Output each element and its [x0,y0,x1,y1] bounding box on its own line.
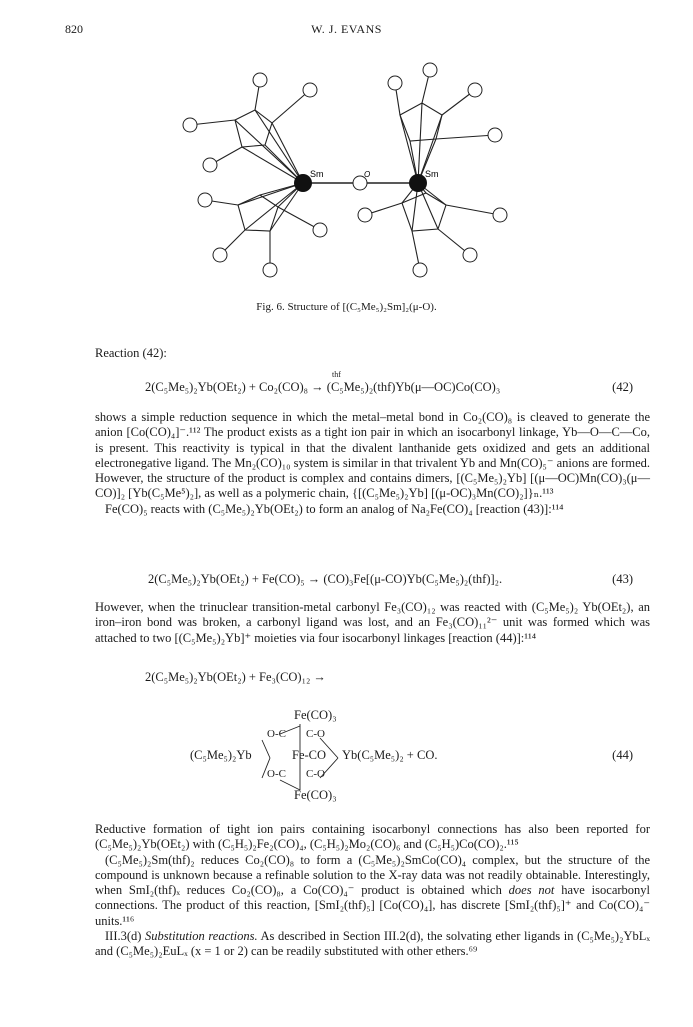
body-text-block-1 [95,410,650,517]
reaction-44-top-fe: Fe(CO)₃ [294,708,337,722]
left-upper-ring [235,110,272,147]
right-lower-ring [402,193,446,231]
reaction-43-equation: 2(C₅Me₅)₂Yb(OEt₂) + Fe(CO)₅ → (CO)₃Fe[(μ-CO)Yb(C₅Me₅)₂(thf)]₂. [148,572,503,586]
reaction-42-arrow-label: thf [332,370,341,379]
running-head-author: W. J. EVANS [311,22,382,36]
body-text-block-2 [95,600,650,646]
reaction-44-lower-left-carbonyl: O-C [267,768,286,780]
reaction-44-right-group: Yb(C₅Me₅)₂ + CO. [342,748,438,762]
paragraph-5-part-b: have isocarbonyl connections. The product of this reaction, [SmI₂(thf)₅] [Co(CO)₄], has discrete [SmI₂(thf)₅]⁺ and Co(CO)₄⁻ units.¹¹⁶ [95,883,650,928]
page-number: 820 [65,22,83,36]
right-sm-label: Sm [425,169,439,179]
paragraph-6-text: As described in Section III.2(d), the solvating ether ligands in (C₅Me₅)₂YbLₓ and (C₅Me₅)₂EuLₓ (x = 1 or 2) can be readily substituted with other ethers.⁶⁹ [95,929,650,959]
section-title: Substitution reactions. [145,929,258,944]
reaction-44-center-fe: Fe-CO [292,748,327,762]
reaction-42-label: Reaction (42): [95,346,167,360]
paragraph-5-part-a: (C₅Me₅)₂Sm(thf)₂ reduces Co₂(CO)₈ to form a (C₅Me₅)₂SmCo(CO)₄ complex, but the structure of the compound is unknown because a refinable solution to the X-ray data was not readily obtainable. Interestingly, when SmI₂(thf)ₓ reduces Co₂(CO)₈, a Co(CO)₄⁻ product is obtained which [95,852,650,898]
paragraph-4: Reductive formation of tight ion pairs containing isocarbonyl connections has also been reported for (C₅Me₅)₂Yb(OEt₂) with (C₅H₅)₂Fe₂(CO)₄, (C₅H₅)₂Mo₂(CO)₆ and (C₅H₅)Co(CO)₂.¹¹⁵ [95,822,650,852]
paragraph-5-emphasis: does not [508,883,555,898]
left-lower-ring [238,195,278,231]
reaction-44-lower-right-carbonyl: C-O [306,768,325,780]
reaction-44-upper-left-carbonyl: O-C [267,728,286,740]
oxygen-label: O [364,170,371,179]
paragraph-3: However, when the trinuclear transition-metal carbonyl Fe₃(CO)₁₂ was reacted with (C₅Me₅)₂ Yb(OEt₂), an iron–iron bond was broken, a carbonyl ligand was lost, and an Fe₃(CO)₁₁²⁻ unit was formed which was attached to two [(C₅Me₅)₂Yb]⁺ moieties via four isocarbonyl linkages [reaction (44)]:¹¹⁴ [95,600,650,645]
left-sm-label: Sm [310,169,324,179]
paragraph-2: Fe(CO)₅ reacts with (C₅Me₅)₂Yb(OEt₂) to form an analog of Na₂Fe(CO)₄ [reaction (43)]:¹¹⁴ [105,501,564,516]
reaction-44-lhs: 2(C₅Me₅)₂Yb(OEt₂) + Fe₃(CO)₁₂ → [145,670,326,684]
reaction-42-number: (42) [612,380,633,394]
figure-caption: Fig. 6. Structure of [(C₅Me₅)₂Sm]₂(μ-O). [256,301,437,313]
paragraph-1: shows a simple reduction sequence in which the metal–metal bond in Co₂(CO)₈ is cleaved to generate the anion [Co(CO)₄]⁻.¹¹² The product exists as a tight ion pair in which an isocarbonyl linkage, Yb—O—C—Co, is present. This reactivity is typical in that the divalent lanthanide gets oxidized and gets an additional electronegative ligand. The Mn₂(CO)₁₀ system is similar in that trivalent Yb and Mn(CO)₅⁻ anions are formed. However, the structure of the product is complex and contains dimers, [(C₅Me₅)₂Yb] [(μ—OC)Mn(CO)₃(μ—CO)]₂ [Yb(C₅Me⁵)₂], as well as a polymeric chain, {[(C₅Me₅)₂Yb] [(μ-OC)₃Mn(CO)₂]}ₙ.¹¹³ [95,410,650,501]
reaction-44-bottom-fe: Fe(CO)₃ [294,788,337,802]
reaction-42-equation: 2(C₅Me₅)₂Yb(OEt₂) + Co₂(CO)₈ → (C₅Me₅)₂(thf)Yb(μ—OC)Co(CO)₃ [145,380,501,394]
reaction-44-left-group: (C₅Me₅)₂Yb [190,748,252,762]
reaction-44-bond-lines [240,720,350,795]
paragraph-6 [95,929,650,960]
body-text-block-3 [95,822,650,960]
structure-figure [150,55,580,295]
reaction-44-number: (44) [612,748,633,762]
paragraph-5 [95,853,650,929]
reaction-44-upper-right-carbonyl: C-O [306,728,325,740]
section-number: III.3(d) [105,929,146,944]
reaction-43-number: (43) [612,572,633,586]
